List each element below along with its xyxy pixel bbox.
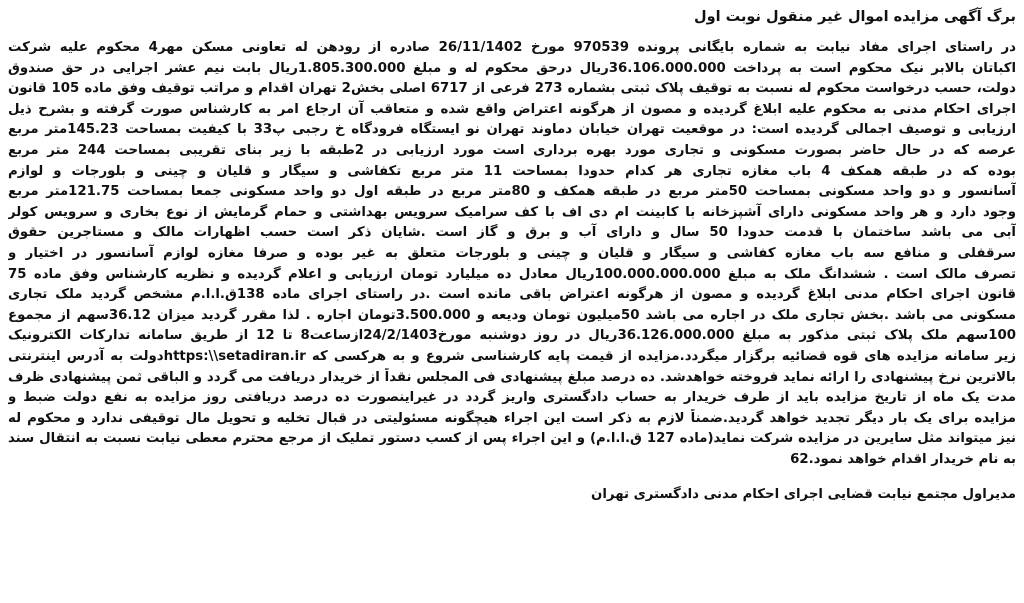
notice-body-line: بالاترین نرخ پیشنهادی را ارائه نماید فروخته خواهدشد. ده درصد مبلغ پیشنهادی فی المجلس نقداً از خریدار دریافت می گردد و الباقی ثمن پیشنهادی ظرف — [8, 369, 1016, 385]
notice-body-line: وجود دارد و هر واحد مسکونی دارای آشپزخانه با کابینت ام دی اف با کف سرامیک سرویس بهداشتی و حمام گرمایش از نوع بخاری و سرویس کولر — [8, 204, 1016, 220]
notice-body-line: بوده که در طبقه همکف 4 باب مغازه تجاری هر کدام حدودا بمساحت 11 متر مربع تکفاشی و سیگار و قلیان و چینی و بلورجات و لوازم — [8, 163, 1016, 179]
notice-body-line: زیر سامانه مزایده های قوه قضائیه برگزار میگردد.مزایده از قیمت پایه کارشناسی شروع و به هرکسی که https:\\setadiran.irدولت به آدرس اینترنتی — [8, 348, 1016, 364]
notice-body-line: ارزیابی و توصیف اجمالی گردیده است: در موقعیت تهران خیابان دماوند تهران نو ایستگاه فرودگاه خ رجبی پ33 با کیفیت بمساحت 145.23متر مربع — [8, 122, 1016, 138]
notice-signature: مدیراول مجتمع نیابت قضایی اجرای احکام مدنی دادگستری تهران — [591, 487, 1016, 503]
notice-body-line: دولت، حسب درخواست محکوم له نسبت به توقیف پلاک ثبتی بشماره 273 فرعی از 6717 اصلی بخش2 تهران اقدام و مراتب توقیف وفق ماده 105 قانون — [8, 81, 1016, 97]
notice-body-line: مسکونی می باشد .بخش تجاری ملک در اجاره می باشد 50میلیون تومان ودیعه و 3.500.000تومان اجاره . لذا مقرر گردید میزان 36.12سهم از مجموع — [8, 307, 1016, 323]
notice-body-line: سرقفلی و منافع سه باب مغازه کفاشی و سیگار و قلیان و چینی و بلورجات متعلق به غیر بوده و صرفا مغازه لوازم آسانسور در اختیار و — [8, 245, 1016, 261]
notice-title: برگ آگهی مزایده اموال غیر منقول نوبت اول — [694, 9, 1016, 25]
notice-body-line: 100سهم ملک پلاک ثبتی مذکور به مبلغ 36.126.000.000ریال در روز دوشنبه مورخ24/2/1403ازساعت8 تا 12 از طریق سامانه تدارکات الکترونیک — [8, 328, 1016, 344]
notice-body-line: اکباتان بالابر نیک محکوم است به پرداخت 36.106.000.000ریال درحق محکوم له و مبلغ 1.805.300.000ریال بابت نیم عشر اجرایی در حق صندوق — [8, 60, 1016, 76]
notice-body-line: آسانسور و دو واحد مسکونی بمساحت 50متر مربع در طبقه همکف و 80متر مربع در طبقه اول دو واحد مسکونی جمعا بمساحت 121.75متر مربع — [8, 184, 1016, 200]
notice-body-line: مزایده برای یک بار دیگر تجدید خواهد گردید.ضمناً لازم به ذکر است این اجراء هیچگونه مسئولیتی در قبال تخلیه و تحویل مال توقیفی ندارد و محکوم له — [8, 410, 1016, 426]
notice-body-line: تصرف مالک است . ششدانگ ملک به مبلغ 100.000.000.000ریال معادل ده میلیارد تومان ارزیابی و اعلام گردیده و نظریه کارشناس وفق ماده 75 — [8, 266, 1016, 282]
notice-body — [8, 38, 1016, 470]
notice-body-line: در راستای اجرای مفاد نیابت به شماره بایگانی پرونده 970539 مورخ 26/11/1402 صادره از رودهن له تعاونی مسکن مهر4 محکوم علیه شرکت — [8, 40, 1016, 55]
notice-body-line: عرصه که در حال حاضر بصورت مسکونی و تجاری مورد بهره برداری است مورد ارزیابی در 2طبقه با زیر بنای تقریبی بمساحت 244 متر مربع — [8, 142, 1016, 158]
notice-body-line: اجرای احکام مدنی به محکوم علیه ابلاغ گردیده و مصون از هرگونه اعتراض واقع شده و متعاقب آن ارجاع امر به کارشناس صورت گرفته و بشرح ذیل — [8, 101, 1016, 117]
notice-body-line: به نام خریدار اقدام خواهد نمود.62 — [790, 451, 1016, 467]
notice-body-line: آبی می باشد ساختمان با قدمت حدودا 50 سال و دارای آب و برق و گاز است .شایان ذکر است حسب اظهارات مالک و مستاجرین حقوق — [8, 225, 1016, 241]
notice-body-line: قانون اجرای احکام مدنی ابلاغ گردیده و مصون از هرگونه اعتراض باقی مانده است .در راستای اجرای ماده 138ق.ا.ا.م مشخص گردید ملک تجاری — [8, 287, 1016, 303]
notice-body-line: مدت یک ماه از تاریخ مزایده باید از طرف خریدار به حساب دادگستری واریز گردد در غیراینصورت ده درصد دریافتی روز مزایده به نفع دولت ضبط و — [8, 390, 1016, 406]
notice-body-line: نیز میتواند مثل سایرین در مزایده شرکت نماید(ماده 127 ق.ا.ا.م) و این اجراء پس از کسب دستور تملیک از مرجع محترم معطی نیابت نسبت به انتقال سند — [8, 431, 1016, 447]
